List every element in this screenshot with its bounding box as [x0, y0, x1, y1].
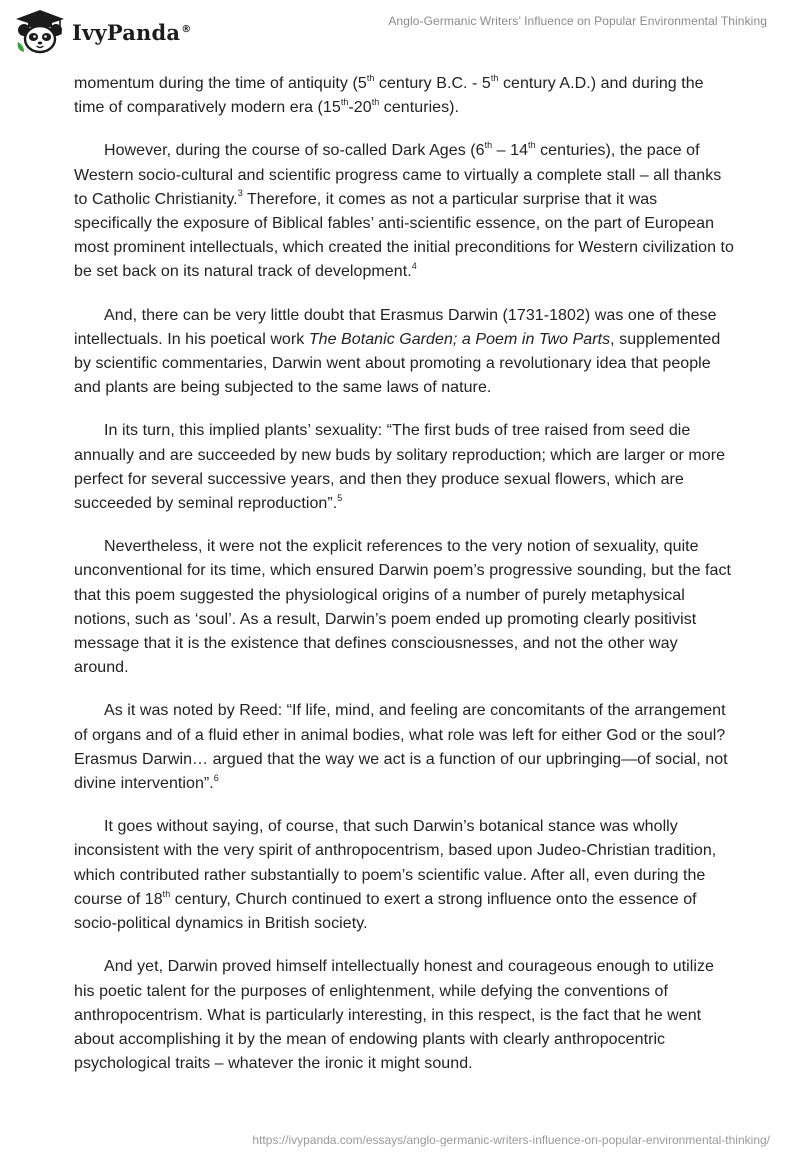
panda-graduate-icon	[14, 8, 66, 54]
brand-name: IvyPanda®	[72, 19, 192, 45]
document-title: Anglo-Germanic Writers’ Influence on Popular Environmental Thinking	[388, 14, 767, 28]
paragraph-8: And yet, Darwin proved himself intellectually honest and courageous enough to utilize his poetic talent for the purposes of enlightenment, while defying the conventions of anthropocentrism. What is particularly interesting, in this respect, is the fact that he went about accomplishing it by the mean of endowing plants with clearly anthropocentric psychological traits – whatever the ironic it might sound.	[74, 958, 714, 1073]
ordinal-suffix: th	[162, 888, 171, 899]
ordinal-suffix: th	[490, 72, 499, 83]
essay-body	[74, 72, 734, 1095]
work-title: The Botanic Garden; a Poem in Two Parts	[308, 330, 611, 348]
footnote-ref[interactable]: 4	[411, 261, 417, 272]
footnote-ref[interactable]: 6	[213, 772, 219, 783]
paragraph-3: And, there can be very little doubt that Erasmus Darwin (1731-1802) was one of these intellectuals. In his poetical work The Botanic Garden; a Poem in Two Parts, supplemented by scientific commentaries, Darwin went about promoting a revolutionary idea that people and plants are being subjected to the same laws of nature.	[74, 306, 721, 397]
paragraph-5: Nevertheless, it were not the explicit references to the very notion of sexuality, quite unconventional for its time, which ensured Darwin poem’s progressive sounding, but the fact that this poem suggested the physiological origins of a number of purely metaphysical notions, such as ‘soul’. As a result, Darwin’s poem ended up promoting clearly positivist message that it is the existence that defines consciousnesses, and not the other way around.	[74, 538, 732, 677]
registered-mark: ®	[181, 23, 192, 35]
footnote-ref[interactable]: 3	[237, 188, 243, 199]
paragraph-4: In its turn, this implied plants’ sexuality: “The first buds of tree raised from seed die annually and are succeeded by new buds by solitary reproduction; which are larger or more perfect for several successive years, and then they produce sexual flowers, which are succeeded by seminal reproduction”.$^5$	[74, 422, 726, 513]
ordinal-suffix: th	[371, 96, 380, 107]
source-url[interactable]: https://ivypanda.com/essays/anglo-germanic-writers-influence-on-popular-environmental-thinking/	[252, 1133, 770, 1147]
ordinal-suffix: th	[528, 140, 536, 151]
paragraph-6: As it was noted by Reed: “If life, mind, and feeling are concomitants of the arrangement of organs and of a fluid ether in animal bodies, what role was left for either God or the soul? Erasmus Darwin… argued that the way we act is a function of our upbringing—of social, not divine intervention”.$^6$	[74, 702, 728, 793]
paragraph-7: It goes without saying, of course, that such Darwin’s botanical stance was wholly inconsistent with the very spirit of anthropocentrism, based upon Judeo-Christian tradition, which contributed rather substantially to poem’s scientific value. After all, even during the course of 18th century, Church continued to exert a strong influence onto the essence of socio-political dynamics in British society.	[74, 818, 717, 933]
ordinal-suffix: th	[340, 96, 349, 107]
ordinal-suffix: th	[484, 140, 493, 151]
paragraph-2: However, during the course of so-called Dark Ages (6th – 14th centuries), the pace of Western socio-cultural and scientific progress came to virtually a complete stall – all thanks to Catholic Christianity.$^3$ Therefore, it comes as not a particular surprise that it was specifically the exposure of Biblical fables’ anti-scientific essence, on the part of European most prominent intellectuals, which created the initial preconditions for Western civilization to be set back on its natural track of development.$^4$	[74, 140, 734, 281]
ordinal-suffix: th	[366, 72, 375, 83]
paragraph-1: momentum during the time of antiquity (5th century B.C. - 5th century A.D.) and during the time of comparatively modern era (15th-20th centuries).	[74, 72, 704, 117]
brand-logo[interactable]	[14, 8, 191, 54]
footnote-ref[interactable]: 5	[337, 492, 343, 503]
page-header	[0, 0, 800, 64]
